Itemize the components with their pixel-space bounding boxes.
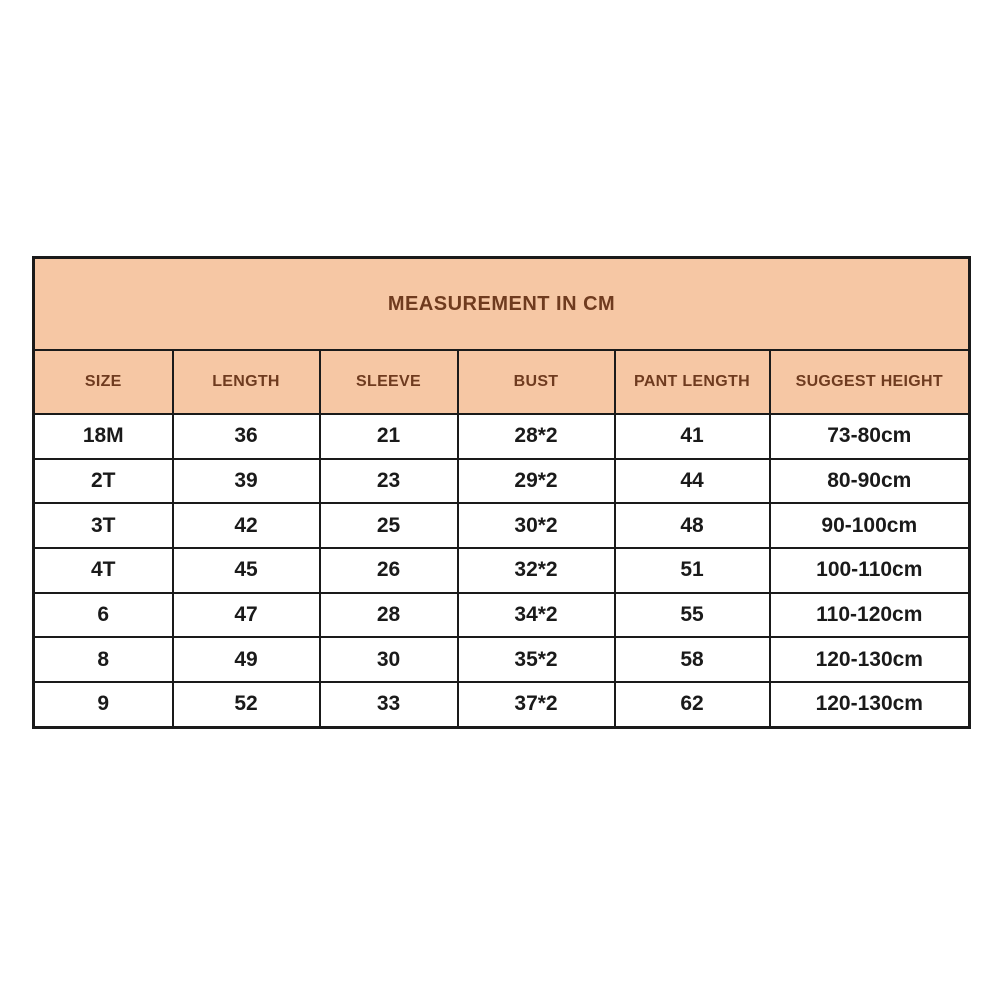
table-cell: 37*2 — [458, 682, 615, 727]
table-cell: 42 — [173, 503, 320, 548]
table-cell: 45 — [173, 548, 320, 593]
table-row — [34, 414, 970, 459]
column-header: PANT LENGTH — [615, 350, 770, 414]
table-cell: 58 — [615, 637, 770, 682]
table-title-row — [34, 258, 970, 351]
table-row — [34, 637, 970, 682]
table-cell: 120-130cm — [770, 682, 970, 727]
table-cell: 110-120cm — [770, 593, 970, 638]
table-row — [34, 459, 970, 504]
table-cell: 55 — [615, 593, 770, 638]
table-cell: 44 — [615, 459, 770, 504]
table-cell: 28*2 — [458, 414, 615, 459]
header-row — [34, 350, 970, 414]
table-cell: 8 — [34, 637, 173, 682]
table-cell: 29*2 — [458, 459, 615, 504]
table-cell: 21 — [320, 414, 458, 459]
size-chart-table — [32, 256, 971, 729]
table-cell: 41 — [615, 414, 770, 459]
table-cell: 26 — [320, 548, 458, 593]
table-cell: 6 — [34, 593, 173, 638]
column-header: LENGTH — [173, 350, 320, 414]
table-cell: 18M — [34, 414, 173, 459]
table-cell: 49 — [173, 637, 320, 682]
table-cell: 3T — [34, 503, 173, 548]
table-cell: 90-100cm — [770, 503, 970, 548]
table-cell: 62 — [615, 682, 770, 727]
table-cell: 100-110cm — [770, 548, 970, 593]
table-cell: 4T — [34, 548, 173, 593]
table-cell: 51 — [615, 548, 770, 593]
table-cell: 47 — [173, 593, 320, 638]
table-cell: 36 — [173, 414, 320, 459]
table-row — [34, 682, 970, 727]
table-row — [34, 548, 970, 593]
table-cell: 25 — [320, 503, 458, 548]
table-cell: 9 — [34, 682, 173, 727]
table-cell: 30 — [320, 637, 458, 682]
table-cell: 32*2 — [458, 548, 615, 593]
table-cell: 2T — [34, 459, 173, 504]
table-cell: 39 — [173, 459, 320, 504]
table-cell: 28 — [320, 593, 458, 638]
table-cell: 120-130cm — [770, 637, 970, 682]
table-cell: 73-80cm — [770, 414, 970, 459]
table-cell: 34*2 — [458, 593, 615, 638]
table-cell: 30*2 — [458, 503, 615, 548]
size-chart — [32, 256, 968, 729]
table-cell: 23 — [320, 459, 458, 504]
column-header: BUST — [458, 350, 615, 414]
column-header: SIZE — [34, 350, 173, 414]
table-cell: 80-90cm — [770, 459, 970, 504]
column-header: SUGGEST HEIGHT — [770, 350, 970, 414]
table-row — [34, 593, 970, 638]
column-header: SLEEVE — [320, 350, 458, 414]
table-title: MEASUREMENT IN CM — [34, 258, 970, 351]
table-cell: 35*2 — [458, 637, 615, 682]
table-cell: 48 — [615, 503, 770, 548]
table-cell: 33 — [320, 682, 458, 727]
table-cell: 52 — [173, 682, 320, 727]
table-body — [34, 414, 970, 727]
table-row — [34, 503, 970, 548]
